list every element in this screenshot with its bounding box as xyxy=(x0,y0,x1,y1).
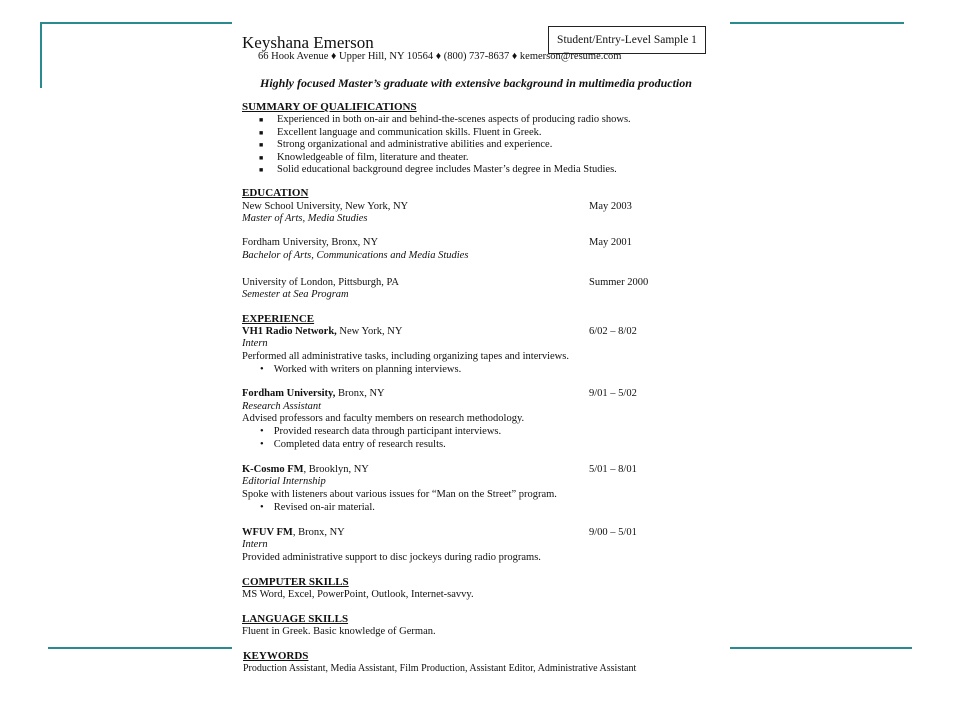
experience-bullet-text: Worked with writers on planning interviews. xyxy=(273,364,462,375)
experience-heading: EXPERIENCE xyxy=(242,313,315,325)
summary-item-text: Knowledgeable of film, literature and theater. xyxy=(277,151,469,163)
experience-role: Intern xyxy=(242,338,268,349)
summary-item-text: Experienced in both on-air and behind-the-scenes aspects of producing radio shows. xyxy=(277,114,631,125)
summary-item-text: Strong organizational and administrative abilities and experience. xyxy=(277,139,553,150)
computer-skills-heading: COMPUTER SKILLS xyxy=(242,576,349,588)
experience-date: 9/00 – 5/01 xyxy=(589,527,637,538)
list-item: • Worked with writers on planning interviews. xyxy=(260,364,462,375)
employer-name: WFUV FM xyxy=(242,527,293,538)
education-school: University of London, Pittsburgh, PA xyxy=(242,277,399,288)
sample-label: Student/Entry-Level Sample 1 xyxy=(548,26,706,54)
experience-date: 9/01 – 5/02 xyxy=(589,388,637,399)
list-item: ■ Experienced in both on-air and behind-the-scenes aspects of producing radio shows. xyxy=(259,114,631,125)
language-skills-text: Fluent in Greek. Basic knowledge of German. xyxy=(242,626,436,637)
list-item: • Provided research data through participant interviews. xyxy=(260,426,502,437)
summary-list xyxy=(242,114,722,177)
employer-name: K-Cosmo FM xyxy=(242,464,304,475)
education-degree: Semester at Sea Program xyxy=(242,289,349,300)
experience-description: Performed all administrative tasks, including organizing tapes and interviews. xyxy=(242,351,569,362)
employer-location: , Brooklyn, NY xyxy=(303,464,369,475)
experience-employer xyxy=(242,326,402,337)
education-date: May 2003 xyxy=(589,201,632,212)
education-degree: Bachelor of Arts, Communications and Media Studies xyxy=(242,250,469,261)
experience-employer xyxy=(242,388,385,399)
list-item: • Revised on-air material. xyxy=(260,502,375,513)
experience-role: Intern xyxy=(242,539,268,550)
experience-date: 5/01 – 8/01 xyxy=(589,464,637,475)
frame-bottom-left-line xyxy=(48,647,232,649)
list-item: ■ Strong organizational and administrative abilities and experience. xyxy=(259,139,553,150)
employer-name: Fordham University, xyxy=(242,388,336,399)
experience-description: Advised professors and faculty members on research methodology. xyxy=(242,413,525,424)
education-degree: Master of Arts, Media Studies xyxy=(242,213,368,224)
objective-statement: Highly focused Master’s graduate with extensive background in multimedia production xyxy=(260,76,692,90)
contact-line: 66 Hook Avenue ♦ Upper Hill, NY 10564 ♦ (800) 737-8637 ♦ kemerson@resume.com xyxy=(258,51,622,62)
frame-top-right-line xyxy=(730,22,904,24)
keywords-heading: KEYWORDS xyxy=(243,650,309,662)
employer-name: VH1 Radio Network, xyxy=(242,326,337,337)
list-item: ■ Solid educational background degree includes Master’s degree in Media Studies. xyxy=(259,164,617,175)
experience-description: Provided administrative support to disc jockeys during radio programs. xyxy=(242,552,541,563)
experience-date: 6/02 – 8/02 xyxy=(589,326,637,337)
summary-heading: SUMMARY OF QUALIFICATIONS xyxy=(242,101,417,113)
experience-bullet-text: Completed data entry of research results. xyxy=(273,439,446,450)
experience-description: Spoke with listeners about various issues for “Man on the Street” program. xyxy=(242,489,557,500)
education-date: May 2001 xyxy=(589,237,632,248)
experience-bullet-text: Revised on-air material. xyxy=(273,502,375,513)
experience-role: Editorial Internship xyxy=(242,476,326,487)
list-item: • Completed data entry of research results. xyxy=(260,439,446,450)
language-skills-heading: LANGUAGE SKILLS xyxy=(242,613,349,625)
resume-name: Keyshana Emerson xyxy=(242,33,374,52)
education-date: Summer 2000 xyxy=(589,277,649,288)
frame-top-left-line xyxy=(40,22,232,24)
list-item: ■ Excellent language and communication skills. Fluent in Greek. xyxy=(259,126,542,138)
frame-bottom-right-line xyxy=(730,647,912,649)
experience-employer xyxy=(242,527,345,538)
experience-employer xyxy=(242,464,369,475)
keywords-text: Production Assistant, Media Assistant, Film Production, Assistant Editor, Administrative Assistant xyxy=(243,663,637,674)
education-school: New School University, New York, NY xyxy=(242,201,409,212)
employer-location: Bronx, NY xyxy=(335,388,385,399)
computer-skills-text: MS Word, Excel, PowerPoint, Outlook, Internet-savvy. xyxy=(242,589,474,600)
employer-location: , Bronx, NY xyxy=(292,527,345,538)
list-item: ■ Knowledgeable of film, literature and theater. xyxy=(259,151,469,163)
experience-bullet-text: Provided research data through participant interviews. xyxy=(273,426,502,437)
summary-item-text: Solid educational background degree includes Master’s degree in Media Studies. xyxy=(277,164,617,175)
experience-role: Research Assistant xyxy=(242,401,322,412)
frame-left-line xyxy=(40,22,42,88)
education-heading: EDUCATION xyxy=(242,187,309,199)
education-school: Fordham University, Bronx, NY xyxy=(242,237,379,248)
employer-location: New York, NY xyxy=(336,326,403,337)
summary-item-text: Excellent language and communication skills. Fluent in Greek. xyxy=(277,126,542,138)
